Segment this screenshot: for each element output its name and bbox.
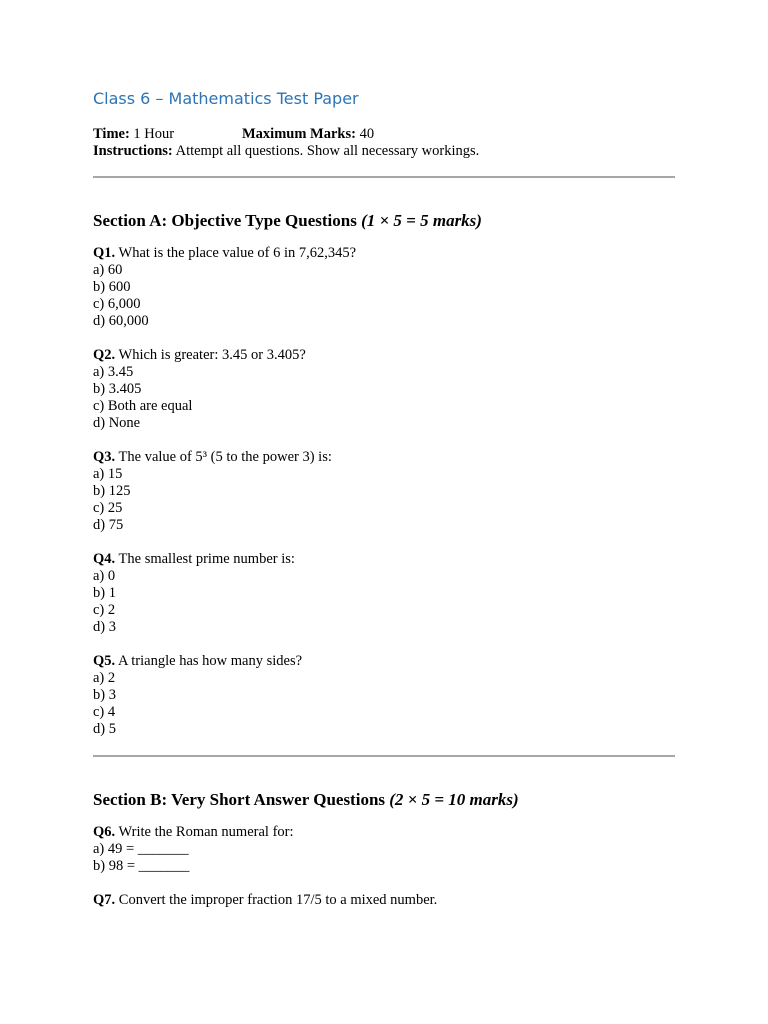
question-line bbox=[93, 892, 675, 909]
divider bbox=[93, 755, 675, 757]
question-6 bbox=[93, 824, 675, 875]
option: b) 3 bbox=[93, 687, 116, 703]
question-line bbox=[93, 245, 675, 262]
marks-block bbox=[242, 126, 374, 142]
option: a) 49 = _______ bbox=[93, 841, 189, 857]
question-line bbox=[93, 347, 675, 364]
question-4 bbox=[93, 551, 675, 636]
option: c) 2 bbox=[93, 602, 116, 618]
question-text: Convert the improper fraction 17/5 to a mixed number. bbox=[118, 892, 438, 908]
question-3 bbox=[93, 449, 675, 534]
option: d) 60,000 bbox=[93, 313, 149, 329]
question-number: Q6. bbox=[93, 824, 116, 840]
option: c) Both are equal bbox=[93, 398, 193, 414]
option: c) 6,000 bbox=[93, 296, 141, 312]
section-b-marks: (2 × 5 = 10 marks) bbox=[389, 790, 519, 809]
question-7 bbox=[93, 892, 675, 909]
question-number: Q3. bbox=[93, 449, 116, 465]
option: b) 125 bbox=[93, 483, 131, 499]
question-text: The smallest prime number is: bbox=[118, 551, 295, 567]
time-value: 1 Hour bbox=[133, 126, 175, 142]
section-a-marks: (1 × 5 = 5 marks) bbox=[361, 211, 482, 230]
question-number: Q5. bbox=[93, 653, 116, 669]
time-marks-row bbox=[93, 126, 675, 143]
option: b) 98 = _______ bbox=[93, 858, 190, 874]
marks-value: 40 bbox=[359, 126, 375, 142]
time-label: Time: bbox=[93, 126, 130, 142]
time-block bbox=[93, 126, 242, 143]
question-number: Q2. bbox=[93, 347, 116, 363]
question-line bbox=[93, 824, 675, 841]
instructions-value: Attempt all questions. Show all necessary workings. bbox=[175, 143, 480, 159]
section-a-heading bbox=[93, 210, 675, 232]
divider bbox=[93, 176, 675, 178]
instructions-row bbox=[93, 143, 675, 160]
question-5 bbox=[93, 653, 675, 738]
question-number: Q1. bbox=[93, 245, 116, 261]
question-text: Which is greater: 3.45 or 3.405? bbox=[118, 347, 306, 363]
option: b) 600 bbox=[93, 279, 131, 295]
test-paper bbox=[93, 86, 675, 909]
question-text: Write the Roman numeral for: bbox=[118, 824, 294, 840]
question-line bbox=[93, 653, 675, 670]
option: a) 15 bbox=[93, 466, 123, 482]
option: d) 75 bbox=[93, 517, 124, 533]
question-line bbox=[93, 551, 675, 568]
question-text: What is the place value of 6 in 7,62,345? bbox=[118, 245, 357, 261]
question-1 bbox=[93, 245, 675, 330]
question-number: Q4. bbox=[93, 551, 116, 567]
option: b) 1 bbox=[93, 585, 116, 601]
option: d) None bbox=[93, 415, 141, 431]
question-text: The value of 5³ (5 to the power 3) is: bbox=[118, 449, 332, 465]
option: c) 4 bbox=[93, 704, 116, 720]
section-b-heading bbox=[93, 789, 675, 811]
option: d) 5 bbox=[93, 721, 116, 737]
page-title: Class 6 – Mathematics Test Paper bbox=[93, 89, 359, 108]
option: b) 3.405 bbox=[93, 381, 142, 397]
section-b-title: Section B: Very Short Answer Questions bbox=[93, 790, 386, 809]
option: a) 3.45 bbox=[93, 364, 134, 380]
option: d) 3 bbox=[93, 619, 116, 635]
section-a-title: Section A: Objective Type Questions bbox=[93, 211, 357, 230]
marks-label: Maximum Marks: bbox=[242, 126, 356, 142]
option: a) 60 bbox=[93, 262, 123, 278]
option: c) 25 bbox=[93, 500, 123, 516]
question-2 bbox=[93, 347, 675, 432]
question-text: A triangle has how many sides? bbox=[117, 653, 303, 669]
question-number: Q7. bbox=[93, 892, 116, 908]
option: a) 0 bbox=[93, 568, 116, 584]
question-line bbox=[93, 449, 675, 466]
instructions-label: Instructions: bbox=[93, 143, 173, 159]
option: a) 2 bbox=[93, 670, 116, 686]
paper-meta bbox=[93, 126, 675, 160]
